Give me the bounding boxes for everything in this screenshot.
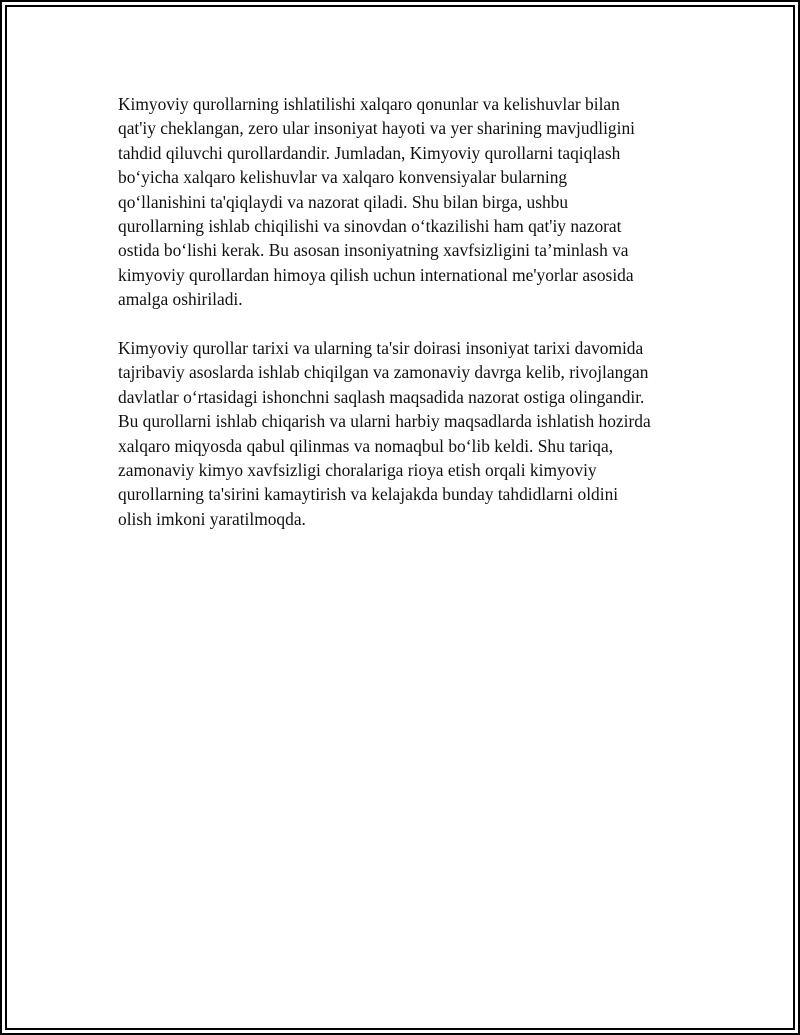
document-body [118,92,698,556]
paragraph-2: Kimyoviy qurollar tarixi va ularning ta'sir doirasi insoniyat tarixi davomida tajribaviy asoslarda ishlab chiqilgan va zamonaviy davrga kelib, rivojlangan davlatlar o‘rtasidagi ishonchni saqlash maqsadida nazorat ostiga olingandir. Bu qurollarni ishlab chiqarish va ularni harbiy maqsadlarda ishlatish hozirda xalqaro miqyosda qabul qilinmas va nomaqbul bo‘lib keldi. Shu tariqa, zamonaviy kimyo xavfsizligi choralariga rioya etish orqali kimyoviy qurollarning ta'sirini kamaytirish va kelajakda bunday tahdidlarni oldini olish imkoni yaratilmoqda. [118,338,651,529]
paragraph-1: Kimyoviy qurollarning ishlatilishi xalqaro qonunlar va kelishuvlar bilan qat'iy cheklangan, zero ular insoniyat hayoti va yer sharining mavjudligini tahdid qiluvchi qurollardandir. Jumladan, Kimyoviy qurollarni taqiqlash bo‘yicha xalqaro kelishuvlar va xalqaro konvensiyalar bularning qo‘llanishini ta'qiqlaydi va nazorat qiladi. Shu bilan birga, ushbu qurollarning ishlab chiqilishi va sinovdan o‘tkazilishi ham qat'iy nazorat ostida bo‘lishi kerak. Bu asosan insoniyatning xavfsizligini ta’minlash va kimyoviy qurollardan himoya qilish uchun international me'yorlar asosida amalga oshiriladi. [118,94,635,310]
